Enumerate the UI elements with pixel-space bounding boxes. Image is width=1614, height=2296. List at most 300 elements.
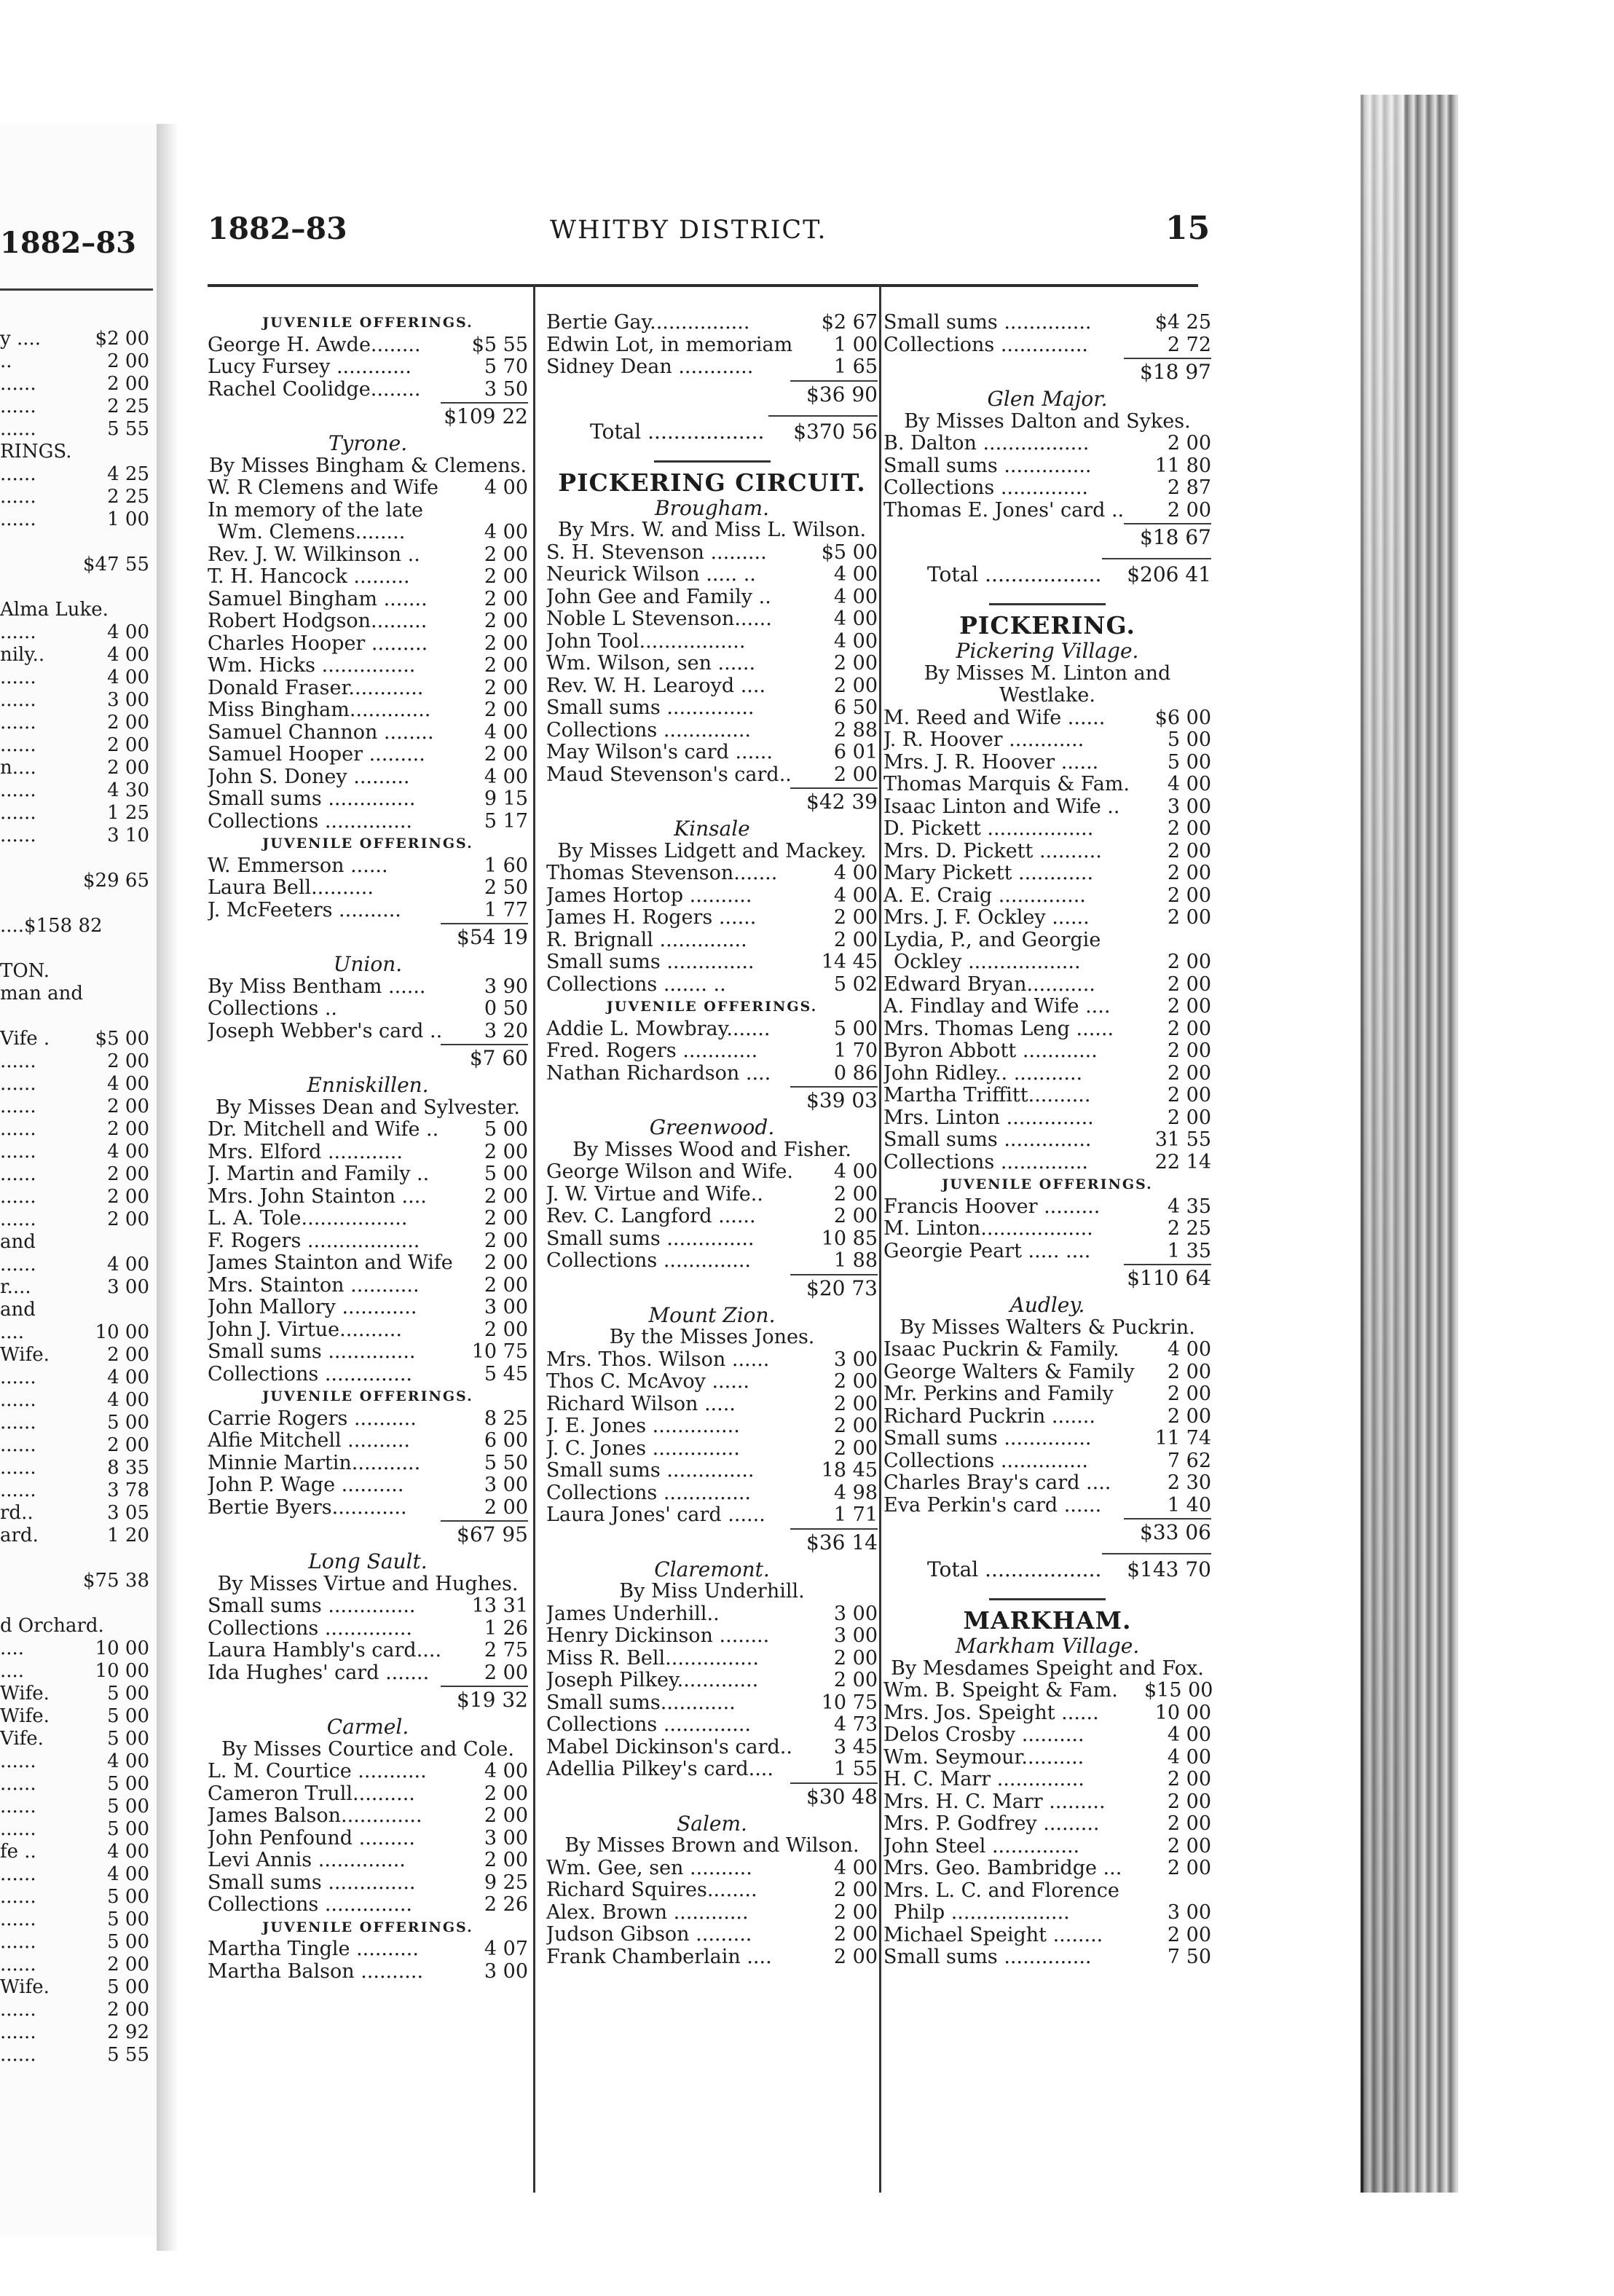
entry-row xyxy=(546,1415,878,1438)
entry-row xyxy=(883,862,1211,885)
previous-page-line xyxy=(0,915,149,937)
previous-line-text: .... xyxy=(0,1638,25,1659)
entry-amount: 2 00 xyxy=(484,1207,528,1230)
entry-row xyxy=(883,1836,1211,1858)
previous-page-line xyxy=(0,644,149,667)
entry-row xyxy=(546,764,878,787)
previous-page-line xyxy=(0,1570,149,1592)
entry-name: May Wilson's card ...... xyxy=(546,742,773,763)
previous-line-amount: 4 00 xyxy=(107,1141,149,1163)
previous-page-line xyxy=(0,1096,149,1118)
entry-row xyxy=(546,1924,878,1946)
previous-line-text: ...... xyxy=(0,1389,36,1411)
subtotal-amount: $18 67 xyxy=(1140,525,1211,549)
previous-page-fragment xyxy=(0,124,159,2236)
subtotal-row xyxy=(546,786,878,818)
entry-amount: 1 00 xyxy=(833,333,878,356)
previous-line-text: ...... xyxy=(0,1863,36,1885)
entry-amount: 2 00 xyxy=(484,743,528,766)
previous-page-line xyxy=(0,1841,149,1863)
entry-amount: 4 98 xyxy=(833,1481,878,1504)
entry-name: Rachel Coolidge........ xyxy=(208,378,421,401)
previous-page-line xyxy=(0,621,149,644)
previous-page-line xyxy=(0,1141,149,1163)
entry-row xyxy=(208,1805,528,1828)
entry-amount: 2 00 xyxy=(1167,884,1211,907)
subtotal-row xyxy=(546,379,878,411)
entry-amount: 2 00 xyxy=(1167,1404,1211,1428)
location-heading: Tyrone. xyxy=(328,431,408,455)
previous-line-text: Vife. xyxy=(0,1728,44,1750)
previous-line-text: ...... xyxy=(0,1457,36,1479)
entry-row xyxy=(208,1828,528,1850)
entry-amount: 2 00 xyxy=(1167,1383,1211,1405)
previous-page-line xyxy=(0,870,149,892)
entry-amount: 2 00 xyxy=(1167,862,1211,884)
previous-page-line xyxy=(0,1005,149,1028)
previous-line-amount: 3 10 xyxy=(107,825,149,846)
entry-amount: 4 00 xyxy=(1167,1723,1211,1746)
entry-row xyxy=(208,900,528,922)
entry-name: Collections ....... .. xyxy=(546,973,726,996)
entry-amount: 2 00 xyxy=(833,763,878,786)
entry-name: Small sums .............. xyxy=(883,1129,1092,1151)
entry-amount: 4 00 xyxy=(833,862,878,884)
entry-name: J. E. Jones .............. xyxy=(546,1415,740,1437)
previous-line-amount: 2 25 xyxy=(107,486,149,508)
subtotal-row xyxy=(883,522,1211,554)
previous-line-text: ...... xyxy=(0,1954,36,1975)
entry-amount: 2 00 xyxy=(833,1415,878,1437)
entry-name: Fred. Rogers ............ xyxy=(546,1040,758,1062)
previous-page-line xyxy=(0,1592,149,1615)
previous-line-amount: 2 00 xyxy=(107,757,149,779)
page-number: 15 xyxy=(1165,210,1210,247)
entry-name: Thomas Stevenson....... xyxy=(546,862,778,884)
entry-name: Collections .............. xyxy=(546,719,752,742)
entry-name: Bertie Gay................ xyxy=(546,312,750,334)
entry-row xyxy=(883,752,1211,774)
entry-amount: 2 88 xyxy=(833,718,878,742)
previous-page-line xyxy=(0,486,149,508)
entry-amount: 1 88 xyxy=(833,1249,878,1272)
entry-amount: 4 00 xyxy=(1167,1745,1211,1769)
previous-line-text: ard. xyxy=(0,1525,39,1546)
previous-line-amount: $75 38 xyxy=(83,1570,149,1592)
collectors-line: By Misses Dean and Sylvester. xyxy=(216,1096,520,1119)
total-label: Total .................. xyxy=(927,562,1102,586)
page-edges-shade xyxy=(1361,95,1404,2193)
collectors-line: By the Misses Jones. xyxy=(609,1326,815,1348)
entry-name: Thomas Marquis & Fam. xyxy=(883,774,1130,795)
entry-name: Isaac Linton and Wife .. xyxy=(883,795,1120,818)
previous-line-text: ...... xyxy=(0,1434,36,1456)
entry-name: Wm. Wilson, sen ...... xyxy=(546,653,756,675)
entry-row xyxy=(546,1018,878,1041)
entry-amount: 4 07 xyxy=(484,1938,528,1960)
entry-name: Wm. Clemens........ xyxy=(218,522,406,543)
previous-line-amount: 10 00 xyxy=(95,1321,149,1343)
total-row xyxy=(546,411,878,453)
subtotal-row xyxy=(546,1085,878,1117)
entry-name: Collections .............. xyxy=(546,1250,752,1272)
entry-row xyxy=(883,1018,1211,1041)
entry-name: Samuel Hooper ......... xyxy=(208,744,425,766)
entry-amount: 2 00 xyxy=(484,1251,528,1274)
entry-row xyxy=(208,544,528,567)
entry-row xyxy=(883,1495,1211,1517)
entry-name: Mrs. J. F. Ockley ...... xyxy=(883,907,1090,929)
entry-row xyxy=(883,334,1211,357)
collectors-line: By Misses Bingham & Clemens. xyxy=(208,454,527,477)
previous-page-line xyxy=(0,1863,149,1886)
entry-name: Collections .............. xyxy=(546,1482,752,1504)
entry-name: J. W. Virtue and Wife.. xyxy=(546,1183,763,1206)
total-row xyxy=(883,1549,1211,1591)
entry-name: L. A. Tole................. xyxy=(208,1208,408,1230)
entry-row xyxy=(546,1161,878,1184)
entry-amount: 4 00 xyxy=(833,585,878,608)
entry-row xyxy=(208,1783,528,1806)
previous-line-amount: 5 00 xyxy=(107,1796,149,1817)
entry-row xyxy=(883,996,1211,1018)
entry-row xyxy=(208,566,528,589)
previous-page-line xyxy=(0,825,149,847)
entry-name: Charles Hooper ......... xyxy=(208,632,428,655)
entry-row xyxy=(546,1063,878,1085)
entry-name: A. E. Craig .............. xyxy=(883,884,1086,907)
entry-row xyxy=(883,455,1211,478)
entry-row xyxy=(546,720,878,742)
entry-name: Miss Bingham............. xyxy=(208,699,431,721)
subtotal-row xyxy=(208,1042,528,1074)
entry-amount: 2 00 xyxy=(484,587,528,610)
entry-row xyxy=(546,1206,878,1228)
entry-name: Small sums .............. xyxy=(546,951,755,973)
entry-amount: 2 00 xyxy=(1167,1834,1211,1857)
previous-line-text: Wife. xyxy=(0,1705,50,1727)
entry-amount: 2 00 xyxy=(1167,951,1211,973)
entry-name: Henry Dickinson ........ xyxy=(546,1625,770,1647)
entry-name: Wm. Gee, sen .......... xyxy=(546,1857,752,1879)
entry-amount: 2 00 xyxy=(484,1229,528,1252)
entry-name: Joseph Webber's card .. xyxy=(208,1020,443,1042)
entry-amount: 2 00 xyxy=(833,1945,878,1968)
entry-name: Mary Pickett ............ xyxy=(883,862,1094,884)
entry-name: Small sums .............. xyxy=(546,697,755,719)
entry-name: John Ridley.. ........... xyxy=(883,1062,1083,1085)
entry-row xyxy=(883,1339,1211,1361)
entry-amount: 2 00 xyxy=(1167,1857,1211,1879)
location-heading: Carmel. xyxy=(326,1715,409,1739)
entry-row xyxy=(208,1938,528,1961)
entry-row xyxy=(883,729,1211,752)
entry-name: Collections .............. xyxy=(883,1450,1089,1472)
entry-row xyxy=(546,862,878,885)
entry-name: Nathan Richardson .... xyxy=(546,1062,771,1085)
previous-page-line xyxy=(0,1705,149,1728)
entry-row xyxy=(546,885,878,908)
previous-line-text: ...... xyxy=(0,1412,36,1434)
entry-row xyxy=(883,1152,1211,1174)
entry-name: Rev. W. H. Learoyd .... xyxy=(546,675,766,697)
entry-name: Rev. J. W. Wilkinson .. xyxy=(208,543,420,566)
entry-amount: 6 50 xyxy=(833,696,878,719)
entry-row xyxy=(208,334,528,357)
entry-amount: 4 00 xyxy=(484,1760,528,1782)
previous-page-line xyxy=(0,983,149,1005)
previous-line-amount: 5 55 xyxy=(107,418,149,440)
entry-amount: 2 00 xyxy=(833,1370,878,1393)
previous-line-amount: 2 00 xyxy=(107,1096,149,1117)
entry-amount: 2 00 xyxy=(1167,1017,1211,1040)
entry-name: Judson Gibson ......... xyxy=(546,1924,752,1946)
entry-amount: 2 00 xyxy=(1167,1812,1211,1835)
previous-page-line xyxy=(0,576,149,599)
entry-amount: 1 40 xyxy=(1167,1493,1211,1517)
entry-amount: 2 00 xyxy=(833,1646,878,1670)
entry-amount: 3 00 xyxy=(484,1826,528,1849)
entry-name: L. M. Courtice ........... xyxy=(208,1761,427,1782)
entry-amount: 2 00 xyxy=(833,674,878,697)
previous-page-line xyxy=(0,1818,149,1841)
entry-name: Small sums .............. xyxy=(546,1227,755,1250)
entry-amount: 5 17 xyxy=(484,809,528,833)
previous-page-line xyxy=(0,1502,149,1525)
previous-line-amount: 1 20 xyxy=(107,1525,149,1546)
entry-amount: 2 00 xyxy=(1167,1923,1211,1946)
entry-row xyxy=(883,951,1211,974)
previous-line-text: Vife . xyxy=(0,1028,50,1050)
entry-name: James H. Rogers ...... xyxy=(546,907,757,929)
subtotal-amount: $7 60 xyxy=(469,1046,528,1070)
previous-page-line xyxy=(0,1412,149,1434)
entry-amount: 2 87 xyxy=(1167,476,1211,499)
previous-line-text: ...... xyxy=(0,779,36,801)
previous-line-text: ...... xyxy=(0,1773,36,1795)
previous-line-amount: 4 30 xyxy=(107,779,149,801)
previous-line-amount: 2 00 xyxy=(107,1208,149,1230)
previous-line-text: ...... xyxy=(0,667,36,688)
entry-name: Small sums .............. xyxy=(883,1428,1092,1450)
entry-name: John Mallory ............ xyxy=(208,1297,417,1318)
entry-row xyxy=(883,885,1211,908)
entry-row xyxy=(883,774,1211,796)
entry-amount: 2 00 xyxy=(833,1182,878,1206)
previous-page-line xyxy=(0,1728,149,1750)
previous-page-line xyxy=(0,1344,149,1367)
previous-line-text: ...... xyxy=(0,734,36,756)
column-1 xyxy=(208,312,528,1983)
previous-line-amount: 5 00 xyxy=(107,1818,149,1840)
collectors-line: By Misses Wood and Fisher. xyxy=(572,1138,851,1161)
previous-page-line xyxy=(0,1638,149,1660)
subtotal-amount: $18 97 xyxy=(1140,360,1211,384)
entry-row xyxy=(883,1406,1211,1428)
entry-row xyxy=(546,1184,878,1206)
entry-amount: 5 00 xyxy=(1167,728,1211,751)
entry-row xyxy=(208,1119,528,1141)
previous-page-line xyxy=(0,1479,149,1502)
previous-page-line xyxy=(0,1683,149,1705)
entry-name: Laura Jones' card ...... xyxy=(546,1504,765,1526)
entry-amount: 5 00 xyxy=(484,1163,528,1185)
entry-amount: 2 00 xyxy=(484,1273,528,1297)
entry-name: M. Reed and Wife ...... xyxy=(883,707,1106,729)
previous-page-line xyxy=(0,418,149,441)
entry-amount: 5 50 xyxy=(484,1451,528,1474)
entry-row xyxy=(208,877,528,900)
collectors-line: By Mesdames Speight and Fox. xyxy=(891,1656,1204,1680)
entry-amount: 2 00 xyxy=(833,1436,878,1460)
previous-page-line xyxy=(0,712,149,734)
previous-line-text: and xyxy=(0,1299,36,1321)
entry-row xyxy=(546,1349,878,1372)
entry-amount: 1 55 xyxy=(833,1758,878,1780)
subtotal-amount: $33 06 xyxy=(1140,1520,1211,1544)
previous-line-text: d Orchard. xyxy=(0,1615,104,1637)
previous-line-amount: 5 00 xyxy=(107,1931,149,1953)
entry-amount: 2 00 xyxy=(833,1900,878,1924)
entry-name: By Miss Bentham ...... xyxy=(208,975,426,998)
previous-line-amount: 3 05 xyxy=(107,1502,149,1524)
entry-name: Mrs. D. Pickett .......... xyxy=(883,840,1102,862)
entry-amount: 5 45 xyxy=(484,1362,528,1385)
previous-line-amount: 5 00 xyxy=(107,1683,149,1705)
entry-row xyxy=(883,1428,1211,1450)
entry-row xyxy=(546,312,878,334)
entry-name: Mrs. Thomas Leng ...... xyxy=(883,1018,1114,1040)
entry-row xyxy=(208,998,528,1021)
previous-line-text: ...... xyxy=(0,463,36,485)
entry-name: Small sums .............. xyxy=(883,455,1092,477)
entry-row xyxy=(208,1252,528,1275)
entry-row xyxy=(208,1452,528,1475)
previous-page-line xyxy=(0,937,149,960)
previous-page-line xyxy=(0,1186,149,1208)
previous-line-text: ...... xyxy=(0,1163,36,1185)
entry-amount: 5 70 xyxy=(484,355,528,378)
entry-row xyxy=(883,1085,1211,1107)
entry-row xyxy=(546,1692,878,1715)
entry-name: Levi Annis .............. xyxy=(208,1849,406,1871)
entry-name: Mrs. J. R. Hoover ...... xyxy=(883,751,1099,774)
previous-line-text: ...... xyxy=(0,1367,36,1388)
entry-row xyxy=(546,1228,878,1251)
entry-name: Charles Bray's card .... xyxy=(883,1472,1111,1494)
entry-name: Mrs. John Stainton .... xyxy=(208,1185,427,1208)
entry-name: Small sums .............. xyxy=(883,312,1092,334)
page-year: 1882–83 xyxy=(208,211,347,246)
entry-amount: 2 50 xyxy=(484,876,528,899)
entry-row xyxy=(208,677,528,700)
previous-page-line xyxy=(0,802,149,825)
entry-row xyxy=(883,841,1211,863)
previous-page-line xyxy=(0,1457,149,1479)
previous-page-line xyxy=(0,328,149,350)
entry-row xyxy=(208,1275,528,1297)
previous-line-text: ...... xyxy=(0,2044,36,2066)
entry-name: M. Linton.................. xyxy=(883,1218,1093,1240)
entry-row xyxy=(208,1186,528,1208)
entry-amount: 2 00 xyxy=(833,652,878,675)
previous-line-text: Wife. xyxy=(0,1683,50,1705)
entry-name: Ida Hughes' card ....... xyxy=(208,1662,430,1684)
previous-page-line xyxy=(0,667,149,689)
entry-amount: 5 00 xyxy=(833,1017,878,1040)
previous-line-text: ...... xyxy=(0,1750,36,1772)
entry-name: Samuel Bingham ....... xyxy=(208,588,428,610)
previous-line-amount: 2 00 xyxy=(107,1954,149,1975)
section-rule xyxy=(989,603,1106,605)
entry-row xyxy=(208,811,528,833)
entry-name: Mrs. Jos. Speight ...... xyxy=(883,1702,1099,1724)
subtotal-amount: $67 95 xyxy=(457,1522,528,1546)
previous-line-text: ...... xyxy=(0,712,36,734)
entry-row xyxy=(883,312,1211,334)
previous-line-text: ...... xyxy=(0,508,36,530)
previous-line-text: n.... xyxy=(0,757,36,779)
entry-name: T. H. Hancock ......... xyxy=(208,566,410,588)
entry-name: R. Brignall .............. xyxy=(546,929,747,951)
entry-name: John S. Doney ......... xyxy=(208,766,410,788)
entry-name: Edward Bryan........... xyxy=(883,973,1095,996)
entry-name: Collections .............. xyxy=(883,477,1089,499)
subtotal-row xyxy=(883,356,1211,388)
previous-line-text: ...... xyxy=(0,1208,36,1230)
entry-name: Dr. Mitchell and Wife .. xyxy=(208,1119,439,1141)
entry-row xyxy=(546,1946,878,1969)
column-2 xyxy=(546,312,878,1968)
entry-row xyxy=(883,1063,1211,1085)
collectors-line: By Misses Courtice and Cole. xyxy=(221,1737,514,1761)
previous-line-text: ...... xyxy=(0,1999,36,2021)
entry-name: Francis Hoover ......... xyxy=(883,1195,1101,1218)
entry-row xyxy=(546,1040,878,1063)
entry-row xyxy=(208,1408,528,1431)
juvenile-offerings-heading: JUVENILE OFFERINGS. xyxy=(942,1176,1153,1192)
entry-amount: 5 02 xyxy=(833,972,878,996)
entry-row xyxy=(883,1902,1211,1925)
previous-page-line xyxy=(0,1321,149,1344)
entry-name: Martha Balson .......... xyxy=(208,1960,424,1983)
total-label: Total .................. xyxy=(590,419,765,444)
entry-row xyxy=(546,334,878,357)
entry-amount: 2 00 xyxy=(1167,906,1211,929)
entry-name: Small sums .............. xyxy=(546,1460,755,1482)
previous-page-line xyxy=(0,1276,149,1299)
previous-line-text: and xyxy=(0,1231,36,1253)
juvenile-offerings-heading: JUVENILE OFFERINGS. xyxy=(262,1388,473,1404)
entry-name: B. Dalton ................. xyxy=(883,433,1090,455)
entry-row xyxy=(883,796,1211,819)
entry-name: Martha Tingle .......... xyxy=(208,1938,419,1960)
previous-line-amount: 2 92 xyxy=(107,2021,149,2043)
entry-name: Michael Speight ........ xyxy=(883,1924,1103,1946)
entry-row xyxy=(208,1640,528,1662)
entry-amount: 2 00 xyxy=(1167,432,1211,455)
entry-amount: 2 00 xyxy=(1167,1360,1211,1383)
entry-row xyxy=(208,633,528,656)
entry-amount: 2 75 xyxy=(484,1639,528,1662)
previous-line-amount: 2 00 xyxy=(107,1050,149,1072)
entry-amount: 1 60 xyxy=(484,854,528,877)
entry-amount: 13 31 xyxy=(471,1595,528,1617)
entry-row xyxy=(208,1849,528,1872)
entry-name: Alfie Mitchell .......... xyxy=(208,1430,411,1452)
entry-row xyxy=(208,1872,528,1895)
entry-row xyxy=(208,1163,528,1186)
